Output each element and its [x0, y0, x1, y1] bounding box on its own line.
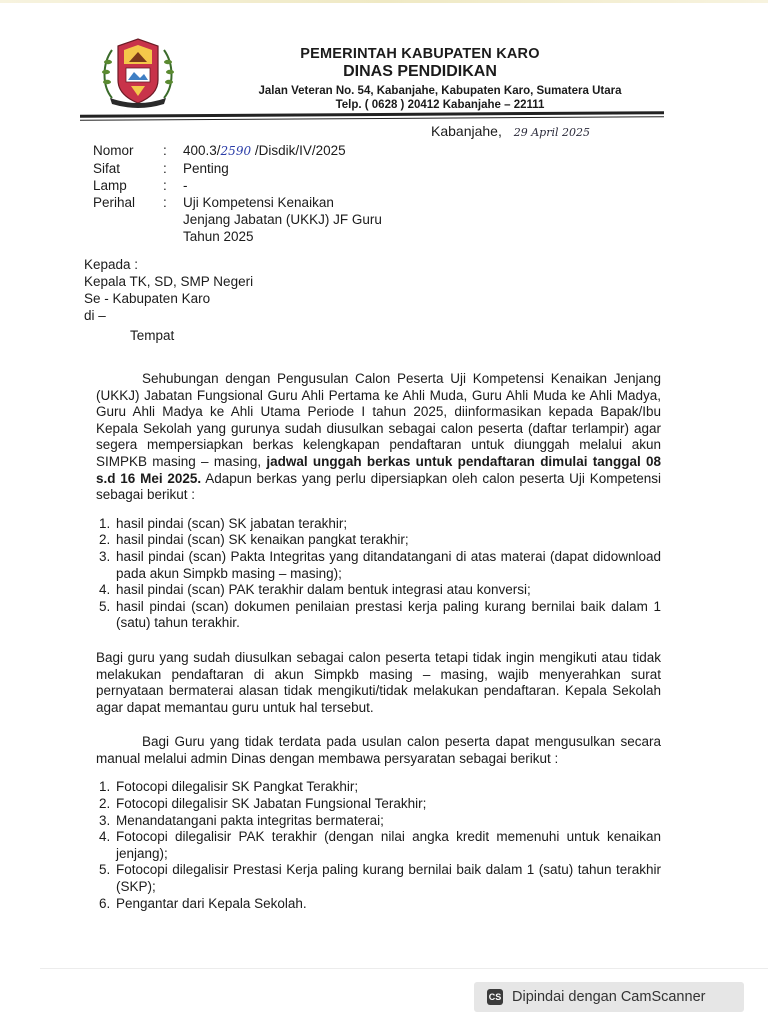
recipient-line: Kepala TK, SD, SMP Negeri: [84, 274, 254, 289]
list-item: 5. hasil pindai (scan) dokumen penilaian prestasi kerja paling kurang bernilai baik dalam 1 (satu) tahun terakhir.: [114, 599, 661, 632]
schedule-highlight: jadwal unggah berkas untuk pendaftaran dimulai tanggal 08 s.d 16 Mei 2025.: [96, 453, 661, 486]
letterhead-phone: Telp. ( 0628 ) 20412 Kabanjahe – 22111: [335, 99, 545, 111]
sifat-value: Penting: [183, 161, 229, 176]
camscanner-text: Dipindai dengan CamScanner: [512, 989, 706, 1005]
letter-meta: Nomor : 400.3/2590 /Disdik/IV/2025 Sifat : Penting Lamp : - Perihal : Uji Kompetensi Kenaikan Jenjang Jabatan (UKKJ) JF Guru Tahun 2025: [93, 142, 423, 245]
perihal-label: Perihal: [93, 195, 136, 210]
recipient-block: [84, 256, 253, 344]
place-date: [431, 123, 590, 139]
scan-top-edge: [0, 0, 768, 3]
letter-body: [96, 371, 661, 912]
camscanner-icon: CS: [487, 989, 503, 1005]
nomor-label: Nomor: [93, 143, 134, 158]
list-item: 4. Fotocopi dilegalisir PAK terakhir (dengan nilai angka kredit memenuhi untuk kenaikan jenjang);: [114, 829, 661, 862]
letterhead-government: PEMERINTAH KABUPATEN KARO: [300, 46, 540, 62]
lamp-label: Lamp: [93, 178, 127, 193]
scan-bottom-edge: [40, 968, 768, 969]
list-item: 3. Menandatangani pakta integritas bermaterai;: [114, 813, 661, 830]
recipient-line: Se - Kabupaten Karo: [84, 291, 211, 306]
paragraph-3: Bagi Guru yang tidak terdata pada usulan calon peserta dapat mengusulkan secara manual melalui admin Dinas dengan membawa persyaratan sebagai berikut :: [96, 734, 661, 766]
letterhead-address: Jalan Veteran No. 54, Kabanjahe, Kabupaten Karo, Sumatera Utara: [258, 85, 622, 97]
list-item: 6. Pengantar dari Kepala Sekolah.: [114, 896, 661, 913]
sifat-label: Sifat: [93, 161, 121, 176]
list-item: 4. hasil pindai (scan) PAK terakhir dalam bentuk integrasi atau konversi;: [114, 582, 661, 599]
manual-requirements-list: [96, 779, 661, 912]
kepada-label: Kepada :: [84, 257, 139, 272]
list-item: 2. hasil pindai (scan) SK kenaikan pangkat terakhir;: [114, 532, 661, 549]
camscanner-watermark: [474, 982, 744, 1012]
letterhead-office: DINAS PENDIDIKAN: [343, 63, 497, 80]
handwritten-date: 29 April 2025: [513, 126, 590, 139]
nomor-value: 400.3/2590 /Disdik/IV/2025: [183, 143, 346, 158]
list-item: 2. Fotocopi dilegalisir SK Jabatan Fungsional Terakhir;: [114, 796, 661, 813]
list-item: 1. Fotocopi dilegalisir SK Pangkat Terakhir;: [114, 779, 661, 796]
list-item: 1. hasil pindai (scan) SK jabatan terakhir;: [114, 516, 661, 533]
perihal-value: Uji Kompetensi Kenaikan Jenjang Jabatan (UKKJ) JF Guru Tahun 2025: [183, 195, 382, 244]
handwritten-number: 2590: [220, 144, 252, 158]
list-item: 5. Fotocopi dilegalisir Prestasi Kerja paling kurang bernilai baik dalam 1 (satu) tahun terakhir (SKP);: [114, 862, 661, 895]
required-documents-list: [96, 516, 661, 632]
recipient-line: di –: [84, 308, 106, 323]
kabupaten-karo-emblem: [98, 36, 178, 110]
list-item: 3. hasil pindai (scan) Pakta Integritas yang ditandatangani di atas materai (dapat didownload pada akun Simpkb masing – masing);: [114, 549, 661, 582]
lamp-value: -: [183, 178, 188, 193]
recipient-tempat: Tempat: [130, 328, 175, 343]
paragraph-2: Bagi guru yang sudah diusulkan sebagai calon peserta tetapi tidak ingin mengikuti atau tidak melakukan pendaftaran di akun Simpkb masing – masing, wajib menyerahkan surat pernyataan bermaterai alasan tidak mengikuti/tidak melakukan pendaftaran. Kepala Sekolah agar dapat memantau guru untuk hal tersebut.: [96, 649, 661, 715]
paragraph-1: Sehubungan dengan Pengusulan Calon Peserta Uji Kompetensi Kenaikan Jenjang (UKKJ) Jabatan Fungsional Guru Ahli Pertama ke Ahli Muda, Guru Ahli Muda ke Ahli Madya, Guru Ahli Madya ke Ahli Utama Periode I tahun 2025, diinformasikan kepada Bapak/Ibu Kepala Sekolah yang gurunya sudah diusulkan sebagai calon peserta (daftar terlampir) agar segera mempersiapkan berkas kelengkapan pendaftaran untuk diunggah melalui akun SIMPKB masing – masing, jadwal unggah berkas untuk pendaftaran dimulai tanggal 08 s.d 16 Mei 2025. Adapun berkas yang perlu dipersiapkan oleh calon peserta Uji Kompetensi sebagai berikut :: [96, 371, 662, 503]
place: Kabanjahe,: [431, 123, 502, 139]
